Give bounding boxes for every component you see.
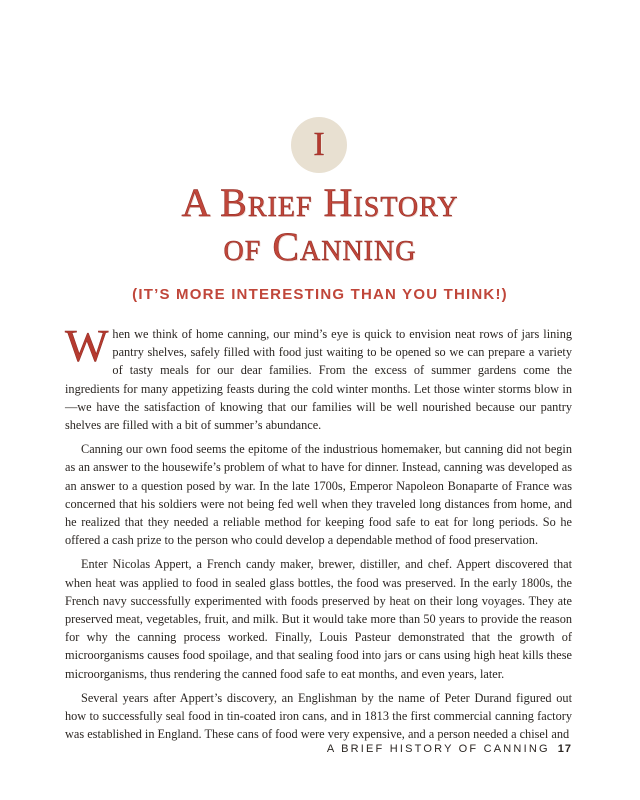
chapter-subtitle: (IT’S MORE INTERESTING THAN YOU THINK!) bbox=[132, 286, 508, 303]
chapter-title-line-2: of Canning bbox=[223, 224, 417, 269]
body-text bbox=[65, 320, 572, 749]
paragraph-4: Several years after Appert’s discovery, an Englishman by the name of Peter Durand figured out how to successfully seal food in tin-coated iron cans, and in 1813 the first commercial canning factory was established in England. These cans of food were very expensive, and a person needed a chisel and bbox=[65, 690, 572, 742]
chapter-number-badge bbox=[291, 117, 347, 173]
page-number: 17 bbox=[557, 743, 572, 755]
page-footer bbox=[327, 743, 572, 755]
chapter-numeral: I bbox=[313, 126, 325, 163]
drop-cap: W bbox=[65, 320, 109, 371]
paragraph-1 bbox=[65, 320, 572, 434]
running-head: A BRIEF HISTORY OF CANNING bbox=[326, 743, 550, 755]
paragraph-1-text: hen we think of home canning, our mind’s eye is quick to envision neat rows of jars lining pantry shelves, safely filled with food just waiting to be opened so we can prepare a variety of tasty meals for our dear families. From the excess of summer gardens come the ingredients for many appetizing feasts during the cold winter months. Let those winter storms blow in—we have the satisfaction of knowing that our families will be well nourished because our pantry shelves are filled with a bit of summer’s abundance. bbox=[65, 327, 572, 433]
chapter-title-line-1: A Brief History bbox=[181, 180, 459, 225]
paragraph-2: Canning our own food seems the epitome of the industrious homemaker, but canning did not begin as an answer to the housewife’s problem of what to have for dinner. Instead, canning was developed as an answer to a question posed by war. In the late 1700s, Emperor Napoleon Bonaparte of France was concerned that his soldiers were not being fed well when they traveled long distances from home, and he realized that they needed a reliable method for keeping food safe to eat for long periods. So he offered a cash prize to the person who could develop a dependable method of food preservation. bbox=[65, 442, 572, 548]
paragraph-3: Enter Nicolas Appert, a French candy maker, brewer, distiller, and chef. Appert discovered that when heat was applied to food in sealed glass bottles, the food was preserved. In the early 1800s, the French navy successfully experimented with foods preserved by heat on their long voyages. They ate preserved meat, vegetables, fruit, and milk. But it would take more than 50 years to provide the reason for why the canning process worked. Finally, Louis Pasteur demonstrated that the growth of microorganisms causes food spoilage, and that sealing food into jars or cans using high heat kills these microorganisms, thus rendering the canned food safe to eat months, and even years, later. bbox=[65, 557, 572, 681]
